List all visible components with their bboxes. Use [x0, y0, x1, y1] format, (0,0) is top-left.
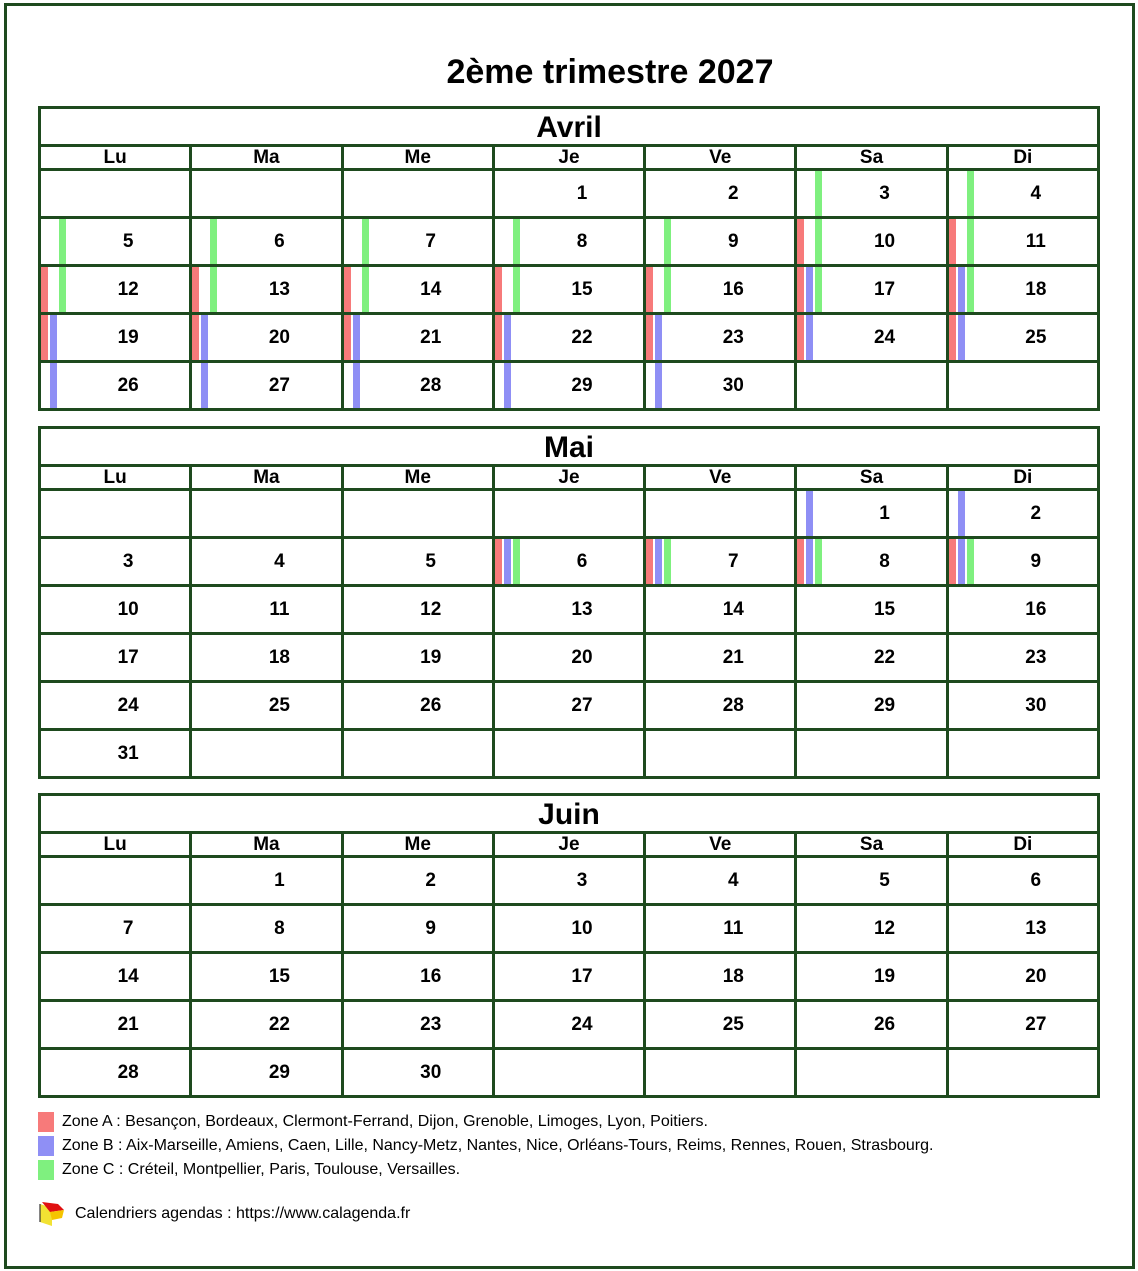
day-cell	[192, 267, 343, 312]
day-number: 1	[576, 182, 588, 204]
weekday-label: Di	[1013, 147, 1033, 168]
day-number	[949, 1050, 1097, 1095]
day-number: 9	[425, 917, 436, 939]
day-number	[495, 1050, 643, 1095]
week-row	[41, 363, 1097, 408]
day-cell	[646, 635, 797, 680]
day-cell	[797, 683, 948, 728]
day-number: 2	[727, 182, 739, 204]
day-cell	[646, 363, 797, 408]
day-number: 13	[268, 278, 290, 300]
day-cell	[646, 1002, 797, 1047]
day-cell	[344, 219, 495, 264]
week-row	[41, 491, 1097, 539]
empty-day-cell	[41, 858, 192, 903]
day-number: 16	[1025, 598, 1047, 620]
week-row	[41, 731, 1097, 776]
day-cell	[797, 954, 948, 999]
day-number: 6	[576, 550, 588, 572]
day-number: 7	[727, 550, 739, 572]
day-number: 30	[722, 374, 744, 396]
day-cell	[41, 267, 192, 312]
day-cell	[41, 635, 192, 680]
day-cell	[949, 219, 1097, 264]
weekday-label: Ma	[192, 834, 343, 855]
day-cell	[495, 1002, 646, 1047]
day-number: 22	[268, 1013, 290, 1035]
day-cell	[949, 539, 1097, 584]
day-cell	[646, 315, 797, 360]
day-cell	[344, 683, 495, 728]
month-title: Mai	[41, 429, 1097, 467]
day-number: 16	[722, 278, 744, 300]
day-cell	[192, 1050, 343, 1095]
day-number: 7	[425, 230, 436, 252]
footer-text: Calendriers agendas : https://www.calagenda.fr	[75, 1205, 411, 1222]
day-number: 4	[727, 869, 739, 891]
day-number: 18	[268, 646, 290, 668]
day-number: 12	[420, 598, 442, 620]
day-number: 31	[117, 742, 139, 764]
day-number: 25	[722, 1013, 744, 1035]
day-number	[495, 491, 643, 536]
legend-zone-a	[38, 1110, 933, 1134]
empty-day-cell	[797, 363, 948, 408]
page-title: 2ème trimestre 2027	[446, 53, 774, 91]
day-cell	[949, 315, 1097, 360]
day-number: 2	[425, 869, 436, 891]
day-number: 13	[1025, 917, 1047, 939]
day-number: 23	[722, 326, 744, 348]
empty-day-cell	[495, 1050, 646, 1095]
day-cell	[41, 683, 192, 728]
empty-day-cell	[949, 1050, 1097, 1095]
day-cell	[344, 363, 495, 408]
day-cell	[797, 315, 948, 360]
day-number: 21	[420, 326, 442, 348]
day-cell	[495, 315, 646, 360]
day-number: 4	[1030, 182, 1042, 204]
day-number: 19	[117, 326, 139, 348]
day-number: 14	[420, 278, 442, 300]
day-number: 27	[1025, 1013, 1047, 1035]
day-number	[949, 731, 1097, 776]
day-cell	[192, 363, 343, 408]
day-number: 16	[420, 965, 442, 987]
day-cell	[646, 171, 797, 216]
weekday-label: Ve	[646, 467, 797, 488]
day-number: 12	[873, 917, 896, 939]
day-cell	[797, 587, 948, 632]
day-cell	[949, 906, 1097, 951]
day-number: 5	[879, 869, 890, 891]
day-number	[41, 171, 189, 216]
day-cell	[949, 635, 1097, 680]
empty-day-cell	[495, 491, 646, 536]
legend-text: Zone A : Besançon, Bordeaux, Clermont-Ferrand, Dijon, Grenoble, Limoges, Lyon, Poitiers.	[62, 1113, 708, 1130]
day-cell	[495, 906, 646, 951]
day-number: 19	[420, 646, 442, 668]
day-cell	[949, 954, 1097, 999]
day-cell	[949, 171, 1097, 216]
day-cell	[495, 858, 646, 903]
day-cell	[495, 363, 646, 408]
day-number	[646, 731, 794, 776]
day-number: 21	[117, 1013, 139, 1035]
week-row	[41, 683, 1097, 731]
weekday-label: Sa	[797, 834, 948, 855]
day-number: 6	[274, 230, 285, 252]
day-number: 30	[1025, 694, 1047, 716]
day-number: 17	[117, 646, 139, 668]
day-cell	[344, 315, 495, 360]
day-cell	[797, 491, 948, 536]
day-number: 10	[873, 230, 896, 252]
day-cell	[344, 858, 495, 903]
day-cell	[41, 539, 192, 584]
day-cell	[41, 315, 192, 360]
day-cell	[949, 587, 1097, 632]
weekday-label: Je	[495, 467, 646, 488]
empty-day-cell	[797, 731, 948, 776]
zone-legend	[38, 1110, 933, 1182]
weekday-header	[41, 467, 1097, 491]
weekday-label: Sa	[797, 467, 948, 488]
day-number: 29	[268, 1061, 290, 1083]
day-cell	[41, 1002, 192, 1047]
day-cell	[797, 1002, 948, 1047]
week-row	[41, 1002, 1097, 1050]
weekday-label: Me	[344, 834, 495, 855]
day-cell	[495, 267, 646, 312]
empty-day-cell	[192, 171, 343, 216]
day-cell	[192, 219, 343, 264]
week-row	[41, 267, 1097, 315]
day-cell	[41, 1050, 192, 1095]
day-cell	[495, 635, 646, 680]
legend-text: Zone B : Aix-Marseille, Amiens, Caen, Lille, Nancy-Metz, Nantes, Nice, Orléans-Tours, Reims, Rennes, Rouen, Strasbourg.	[62, 1137, 934, 1154]
day-number: 28	[420, 374, 442, 396]
day-number: 22	[873, 646, 896, 668]
zone-b-swatch	[38, 1136, 54, 1156]
day-number: 6	[1030, 869, 1042, 891]
day-number	[495, 731, 643, 776]
zone-c-swatch	[38, 1160, 54, 1180]
weeks	[41, 858, 1097, 1095]
empty-day-cell	[949, 363, 1097, 408]
day-number	[797, 731, 945, 776]
weekday-label: Ve	[646, 834, 797, 855]
day-number: 23	[420, 1013, 442, 1035]
day-cell	[344, 267, 495, 312]
day-number: 22	[571, 326, 593, 348]
day-cell	[192, 954, 343, 999]
empty-day-cell	[192, 731, 343, 776]
day-cell	[41, 906, 192, 951]
day-number: 13	[571, 598, 593, 620]
day-cell	[41, 363, 192, 408]
day-number: 24	[571, 1013, 593, 1035]
empty-day-cell	[344, 491, 495, 536]
week-row	[41, 539, 1097, 587]
day-cell	[949, 1002, 1097, 1047]
month-mai	[38, 426, 1100, 779]
day-number: 9	[727, 230, 739, 252]
day-number: 8	[879, 550, 890, 572]
day-cell	[344, 1050, 495, 1095]
week-row	[41, 954, 1097, 1002]
weekday-label: Di	[1013, 834, 1033, 855]
day-number	[344, 731, 492, 776]
empty-day-cell	[495, 731, 646, 776]
calagenda-logo-icon	[38, 1200, 66, 1228]
day-number: 20	[1025, 965, 1047, 987]
day-number: 18	[1025, 278, 1047, 300]
week-row	[41, 587, 1097, 635]
week-row	[41, 315, 1097, 363]
day-number: 11	[1025, 230, 1046, 252]
day-number: 15	[873, 598, 896, 620]
week-row	[41, 858, 1097, 906]
day-number: 3	[879, 182, 890, 204]
day-number: 30	[420, 1061, 442, 1083]
day-number: 3	[576, 869, 588, 891]
day-number	[41, 491, 189, 536]
day-cell	[192, 1002, 343, 1047]
weekday-label: Je	[495, 834, 646, 855]
day-cell	[646, 587, 797, 632]
day-number: 8	[576, 230, 588, 252]
day-cell	[646, 219, 797, 264]
day-number: 14	[722, 598, 744, 620]
day-number	[646, 1050, 794, 1095]
empty-day-cell	[41, 491, 192, 536]
day-number: 19	[873, 965, 896, 987]
day-number: 5	[122, 230, 134, 252]
day-cell	[41, 731, 192, 776]
day-cell	[949, 491, 1097, 536]
day-cell	[646, 954, 797, 999]
day-number: 21	[722, 646, 744, 668]
day-number: 18	[722, 965, 744, 987]
day-number: 26	[117, 374, 139, 396]
weekday-label: Lu	[41, 467, 192, 488]
empty-day-cell	[41, 171, 192, 216]
day-cell	[41, 587, 192, 632]
day-number: 26	[420, 694, 442, 716]
day-number: 29	[873, 694, 896, 716]
day-number: 28	[722, 694, 744, 716]
day-cell	[797, 635, 948, 680]
day-number: 17	[873, 278, 896, 300]
day-cell	[192, 539, 343, 584]
day-cell	[495, 954, 646, 999]
day-number: 3	[122, 550, 134, 572]
footer	[38, 1200, 410, 1228]
day-cell	[797, 219, 948, 264]
weekday-label: Ma	[192, 467, 343, 488]
day-cell	[192, 635, 343, 680]
weeks	[41, 171, 1097, 408]
week-row	[41, 171, 1097, 219]
month-avril	[38, 106, 1100, 411]
week-row	[41, 219, 1097, 267]
weekday-header	[41, 834, 1097, 858]
weekday-label: Je	[495, 147, 646, 168]
day-cell	[797, 539, 948, 584]
day-cell	[646, 267, 797, 312]
day-number	[797, 363, 945, 408]
day-cell	[192, 683, 343, 728]
day-cell	[495, 587, 646, 632]
day-cell	[949, 683, 1097, 728]
day-cell	[495, 171, 646, 216]
day-cell	[41, 219, 192, 264]
day-number: 5	[425, 550, 436, 572]
day-cell	[797, 267, 948, 312]
day-number: 24	[873, 326, 896, 348]
day-cell	[797, 171, 948, 216]
weekday-label: Lu	[41, 834, 192, 855]
day-cell	[646, 906, 797, 951]
week-row	[41, 635, 1097, 683]
day-number: 12	[117, 278, 139, 300]
day-number: 15	[268, 965, 290, 987]
weekday-label: Lu	[41, 147, 192, 168]
day-cell	[192, 858, 343, 903]
week-row	[41, 1050, 1097, 1095]
day-cell	[41, 954, 192, 999]
zone-a-swatch	[38, 1112, 54, 1132]
day-number: 24	[117, 694, 139, 716]
day-number: 14	[117, 965, 139, 987]
day-number: 11	[723, 917, 744, 939]
weekday-label: Ma	[192, 147, 343, 168]
day-number: 20	[268, 326, 290, 348]
day-number: 27	[268, 374, 290, 396]
day-cell	[797, 858, 948, 903]
day-number: 10	[117, 598, 139, 620]
weekday-label: Ve	[646, 147, 797, 168]
day-number: 11	[269, 598, 290, 620]
empty-day-cell	[797, 1050, 948, 1095]
day-cell	[344, 539, 495, 584]
month-juin	[38, 793, 1100, 1098]
day-number: 25	[1025, 326, 1047, 348]
day-number	[797, 1050, 945, 1095]
empty-day-cell	[646, 731, 797, 776]
day-number: 20	[571, 646, 593, 668]
day-cell	[646, 858, 797, 903]
day-number: 23	[1025, 646, 1047, 668]
day-number: 15	[571, 278, 593, 300]
day-number	[41, 858, 189, 903]
legend-text: Zone C : Créteil, Montpellier, Paris, Toulouse, Versailles.	[62, 1161, 461, 1178]
day-number	[192, 171, 340, 216]
day-number	[192, 491, 340, 536]
day-cell	[344, 906, 495, 951]
empty-day-cell	[646, 1050, 797, 1095]
day-cell	[495, 539, 646, 584]
month-title: Juin	[41, 796, 1097, 834]
day-cell	[344, 954, 495, 999]
day-cell	[646, 683, 797, 728]
day-number: 28	[117, 1061, 139, 1083]
day-number: 9	[1030, 550, 1042, 572]
day-number	[344, 491, 492, 536]
empty-day-cell	[949, 731, 1097, 776]
legend-zone-b	[38, 1134, 933, 1158]
day-number: 29	[571, 374, 593, 396]
weekday-label: Me	[344, 147, 495, 168]
day-cell	[344, 587, 495, 632]
day-cell	[495, 683, 646, 728]
day-number: 2	[1030, 502, 1042, 524]
day-number: 7	[122, 917, 134, 939]
weekday-label: Di	[1013, 467, 1033, 488]
month-title: Avril	[41, 109, 1097, 147]
day-number	[192, 731, 340, 776]
day-cell	[192, 587, 343, 632]
day-cell	[344, 1002, 495, 1047]
legend-zone-c	[38, 1158, 933, 1182]
day-number: 17	[571, 965, 593, 987]
day-number: 27	[571, 694, 593, 716]
day-cell	[495, 219, 646, 264]
empty-day-cell	[344, 171, 495, 216]
day-number: 26	[873, 1013, 896, 1035]
empty-day-cell	[344, 731, 495, 776]
day-cell	[192, 315, 343, 360]
day-cell	[192, 906, 343, 951]
empty-day-cell	[646, 491, 797, 536]
day-cell	[797, 906, 948, 951]
weekday-label: Sa	[797, 147, 948, 168]
day-number: 8	[274, 917, 285, 939]
day-number: 4	[274, 550, 285, 572]
day-number	[344, 171, 492, 216]
day-cell	[646, 539, 797, 584]
day-number	[949, 363, 1097, 408]
day-cell	[949, 858, 1097, 903]
day-number	[646, 491, 794, 536]
day-cell	[949, 267, 1097, 312]
week-row	[41, 906, 1097, 954]
day-number: 25	[268, 694, 290, 716]
day-number: 10	[571, 917, 593, 939]
day-number: 1	[879, 502, 890, 524]
weekday-label: Me	[344, 467, 495, 488]
day-cell	[344, 635, 495, 680]
day-number: 1	[274, 869, 285, 891]
weekday-header	[41, 147, 1097, 171]
empty-day-cell	[192, 491, 343, 536]
weeks	[41, 491, 1097, 776]
